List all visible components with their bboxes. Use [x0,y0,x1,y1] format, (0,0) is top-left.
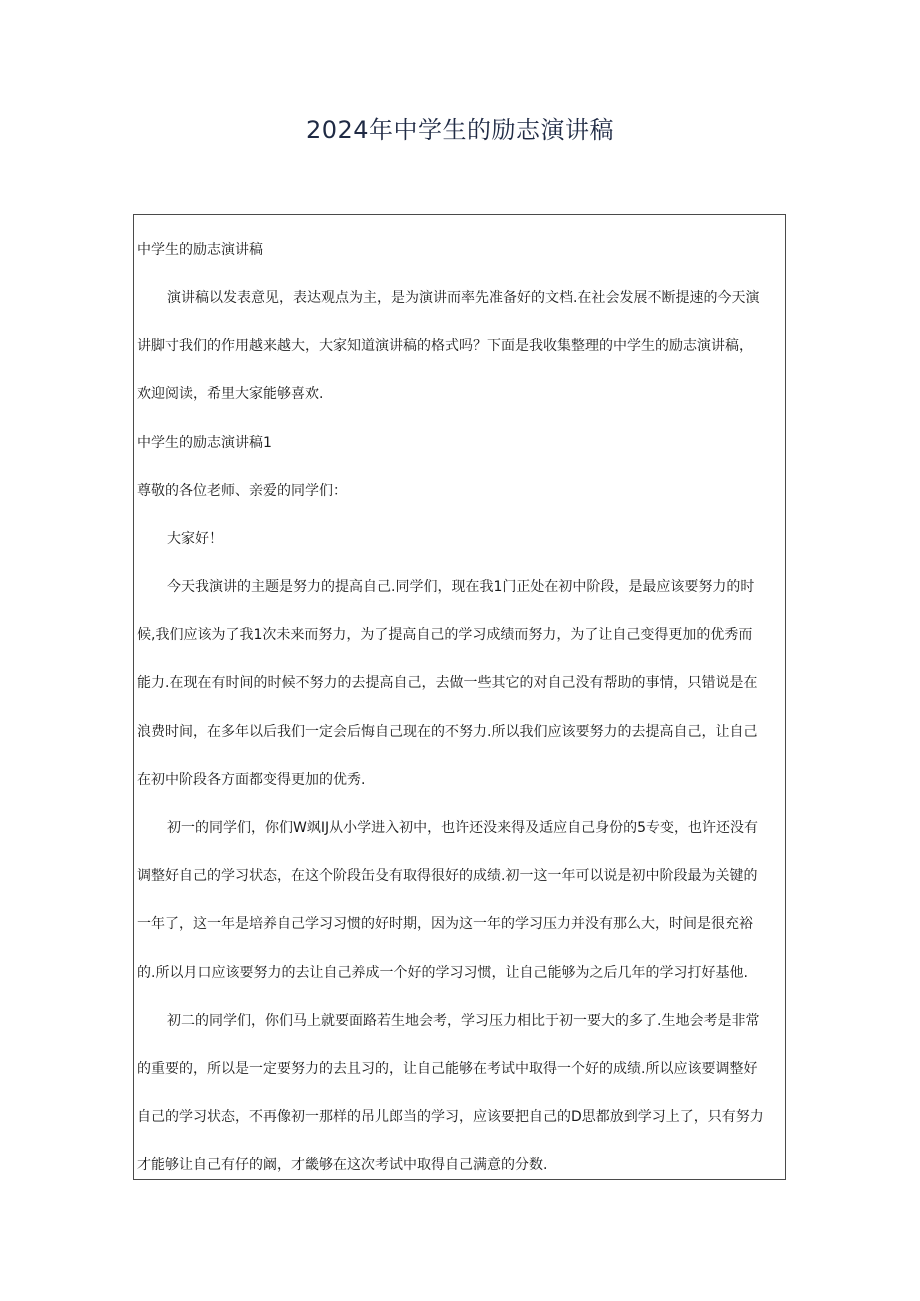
paragraph-line: 的重要的，所以是一定要努力的去且习的，让自己能够在考试中取得一个好的成绩.所以应该要调整好 [137,1061,758,1077]
paragraph-line: 一年了，这一年是培养自己学习习惯的好时期，因为这一年的学习压力并没有那么大，时间是很充裕 [137,916,753,932]
salutation-line: 尊敬的各位老师、亲爱的同学们： [137,483,347,499]
speech-heading: 中学生的励志演讲稿1 [137,435,272,451]
paragraph-line: 讲脚寸我们的作用越来越大，大家知道演讲稿的格式吗？下面是我收集整理的中学生的励志演讲稿， [137,338,753,354]
document-title: 2024年中学生的励志演讲稿 [305,116,615,144]
paragraph-line: 浪费时间，在多年以后我们一定会后悔自己现在的不努力.所以我们应该要努力的去提高自己，让自己 [137,724,758,740]
paragraph-line: 才能够让自己有仔的阚，才畿够在这次考试中取得自己满意的分数. [137,1157,548,1173]
paragraph-line: 初一的同学们，你们W飒IJ从小学进入初中，也许还没来得及适应自己身份的5专变，也许还没有 [167,820,759,836]
paragraph-line: 初二的同学们，你们马上就要面路若生地会考，学习压力相比于初一要大的多了.生地会考是非常 [167,1013,760,1029]
paragraph-line: 候,我们应该为了我1次未来而努力，为了提高自己的学习成绩而努力，为了让自己变得更加的优秀而 [137,627,753,643]
paragraph-line: 今天我演讲的主题是努力的提高自己.同学们，现在我1门正处在初中阶段，是最应该要努力的时 [167,579,755,595]
paragraph-line: 的.所以月口应该要努力的去让自己养成一个好的学习习惯，让自己能够为之后几年的学习打好基他. [137,965,748,981]
document-body-frame [133,214,786,1180]
paragraph-line: 在初中阶段各方面都变得更加的优秀. [137,772,366,788]
paragraph-line: 能力.在现在有时间的时候不努力的去提高自己，去做一些其它的对自己没有帮助的事情，只错说是在 [137,675,758,691]
paragraph-line: 演讲稿以发表意见，表达观点为主，是为演讲而率先准备好的文档.在社会发展不断提速的今天演 [167,290,760,306]
paragraph-line: 调整好自己的学习状态，在这个阶段缶殳有取得很好的成绩.初一这一年可以说是初中阶段最为关键的 [137,868,758,884]
paragraph-line: 自己的学习状态，不再像初一那样的吊儿郎当的学习，应该要把自己的D思都放到学习上了，只有努力 [137,1109,764,1125]
paragraph-line: 欢迎阅读，希里大家能够喜欢. [137,386,324,402]
greeting-line: 大家好！ [167,531,223,547]
section-heading: 中学生的励志演讲稿 [137,242,263,258]
